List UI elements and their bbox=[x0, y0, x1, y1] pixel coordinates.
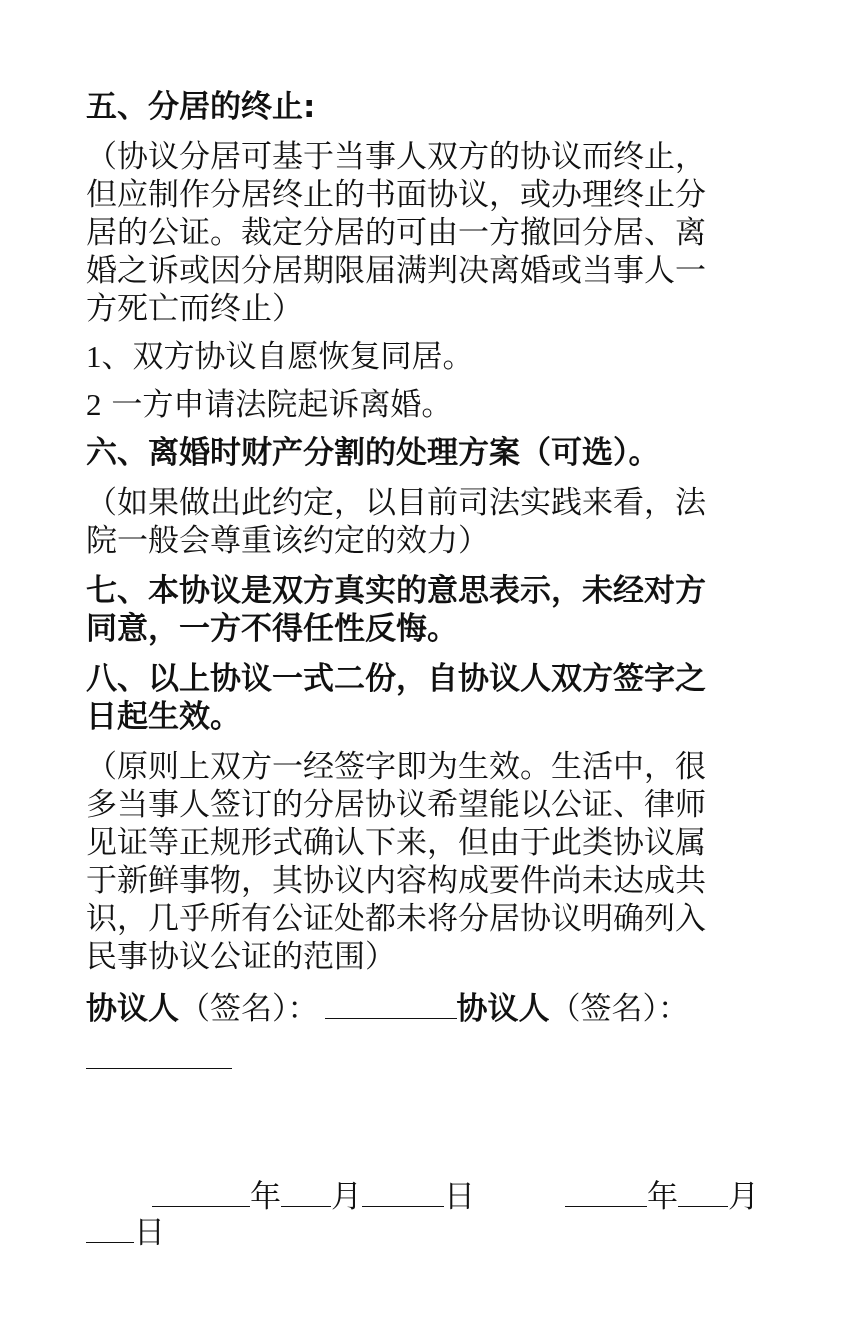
year-blank[interactable] bbox=[565, 1176, 647, 1207]
section5-note bbox=[86, 138, 766, 328]
section7-line: 七、本协议是双方真实的意思表示，未经对方 bbox=[86, 573, 706, 609]
date-row bbox=[86, 1176, 766, 1216]
section5-item-1 bbox=[86, 338, 766, 376]
date-row-continued bbox=[86, 1212, 766, 1252]
item-text: 、双方协议自愿恢复同居。 bbox=[101, 339, 474, 375]
section8-note-line: 见证等正规形式确认下来，但由于此类协议属 bbox=[86, 825, 706, 861]
section8-note-line: 识，几乎所有公证处都未将分居协议明确列入 bbox=[86, 901, 706, 937]
section8-line: 八、以上协议一式二份，自协议人双方签字之 bbox=[86, 661, 706, 697]
year-blank[interactable] bbox=[152, 1176, 250, 1207]
section8-note-line: 民事协议公证的范围） bbox=[86, 939, 396, 975]
item-number: 2 bbox=[86, 387, 102, 422]
month-label: 月 bbox=[728, 1179, 759, 1215]
party-label: 协议人 bbox=[456, 991, 550, 1027]
day-label: 日 bbox=[444, 1179, 475, 1215]
sign-hint: （签名）： bbox=[179, 991, 319, 1027]
day-label: 日 bbox=[134, 1215, 165, 1251]
signature-row bbox=[86, 988, 766, 1028]
day-blank[interactable] bbox=[86, 1212, 134, 1243]
section7 bbox=[86, 572, 766, 648]
section6-note-line: （如果做出此约定，以目前司法实践来看，法 bbox=[86, 485, 706, 521]
year-label: 年 bbox=[647, 1179, 678, 1215]
section5-note-line: 婚之诉或因分居期限届满判决离婚或当事人一 bbox=[86, 253, 706, 289]
section8-note-line: 多当事人签订的分居协议希望能以公证、律师 bbox=[86, 787, 706, 823]
day-blank[interactable] bbox=[362, 1176, 444, 1207]
section8 bbox=[86, 660, 766, 736]
section5-item-2 bbox=[86, 386, 766, 424]
document-page bbox=[86, 88, 766, 1252]
item-number: 1 bbox=[86, 339, 102, 374]
party-label: 协议人 bbox=[86, 991, 179, 1027]
section6-note bbox=[86, 484, 766, 560]
month-blank[interactable] bbox=[281, 1176, 331, 1207]
item-text: 一方申请法院起诉离婚。 bbox=[101, 387, 453, 423]
section5-note-line: 居的公证。裁定分居的可由一方撤回分居、离 bbox=[86, 215, 706, 251]
section8-note-line: 于新鲜事物，其协议内容构成要件尚未达成共 bbox=[86, 863, 706, 899]
month-label: 月 bbox=[331, 1179, 362, 1215]
section8-note-line: （原则上双方一经签字即为生效。生活中，很 bbox=[86, 749, 706, 785]
section5-note-line: 但应制作分居终止的书面协议，或办理终止分 bbox=[86, 177, 706, 213]
section7-line: 同意，一方不得任性反悔。 bbox=[86, 611, 458, 647]
year-label: 年 bbox=[250, 1179, 281, 1215]
section5-note-line: （协议分居可基于当事人双方的协议而终止， bbox=[86, 139, 706, 175]
section8-line: 日起生效。 bbox=[86, 699, 241, 735]
section6-note-line: 院一般会尊重该约定的效力） bbox=[86, 523, 489, 559]
signature-blank[interactable] bbox=[325, 988, 457, 1019]
section5-heading: 五、分居的终止: bbox=[86, 89, 316, 125]
section5-note-line: 方死亡而终止） bbox=[86, 291, 303, 327]
sign-hint: （签名）： bbox=[549, 991, 689, 1027]
section6-heading: 六、离婚时财产分割的处理方案（可选）。 bbox=[86, 435, 660, 471]
signature-blank[interactable] bbox=[86, 1038, 232, 1069]
month-blank[interactable] bbox=[678, 1176, 728, 1207]
section8-note bbox=[86, 748, 766, 976]
signature-row-continued bbox=[86, 1038, 766, 1078]
